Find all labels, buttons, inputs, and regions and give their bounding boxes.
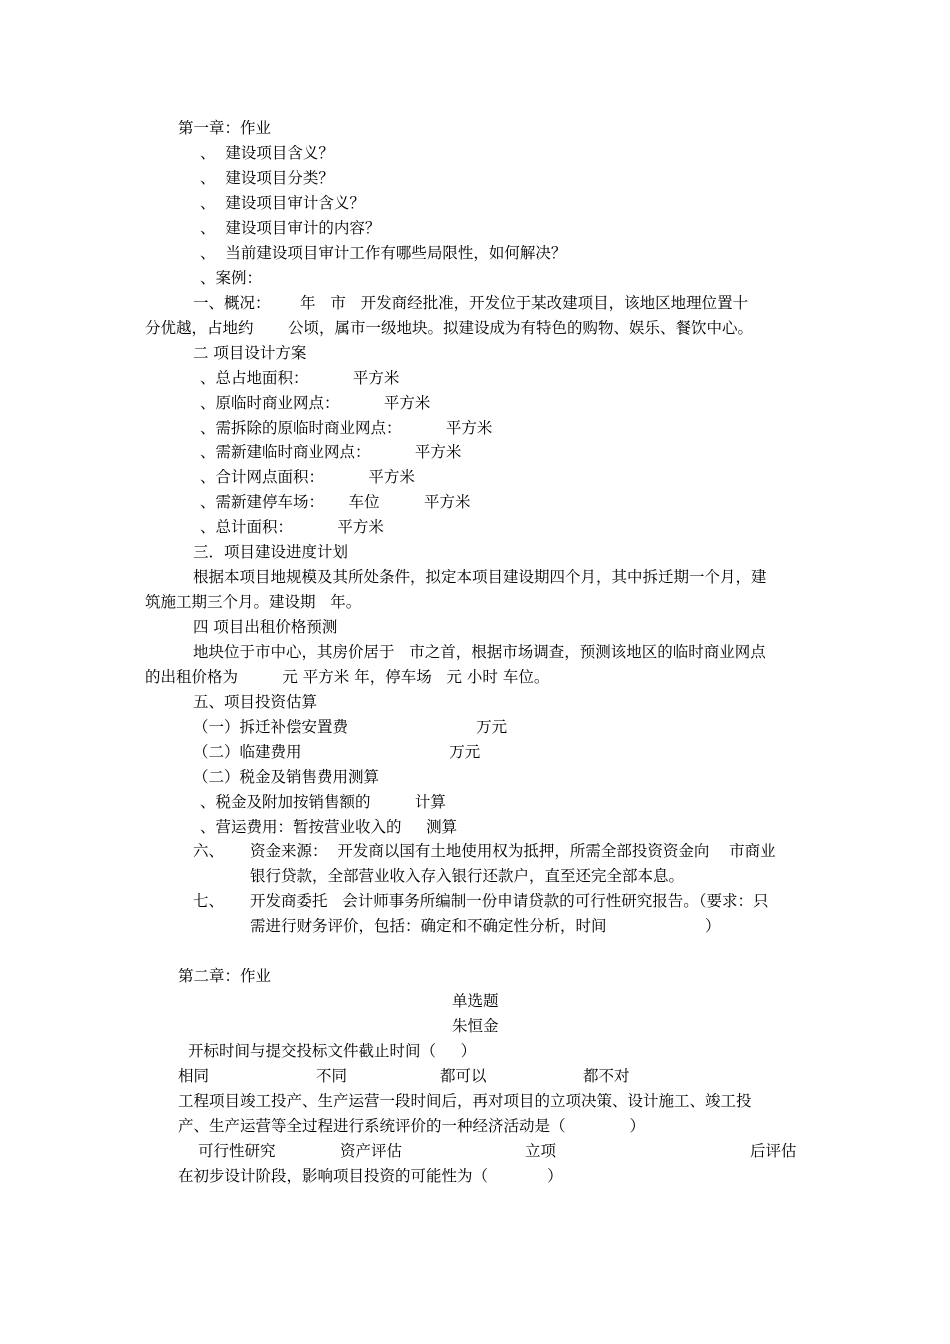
rent-line-1: 地块位于市中心，其房价居于 市之首，根据市场调查，预测该地区的临时商业网点	[193, 643, 766, 661]
estimate-item-2: （二）临建费用 万元	[193, 743, 481, 761]
mc-q2-option-b: 资产评估	[340, 1142, 403, 1160]
schedule-line-2: 筑施工期三个月。建设期 年。	[145, 593, 362, 611]
question-3: 、 建设项目审计含义？	[200, 194, 365, 212]
mc-q2-option-d: 后评估	[750, 1142, 797, 1160]
estimate-item-5: 、营运费用：暂按营业收入的 测算	[200, 818, 458, 836]
funding-line-2: 银行贷款，全部营业收入存入银行还款户，直至还完全部本息。	[250, 867, 685, 885]
report-line-2: 需进行财务评价，包括：确定和不确定性分析，时间 ）	[250, 917, 721, 935]
author-name: 朱恒金	[452, 1017, 499, 1035]
estimate-item-4: 、税金及附加按销售额的 计算	[200, 793, 446, 811]
question-2: 、 建设项目分类？	[200, 169, 334, 187]
estimate-item-3: （二）税金及销售费用测算	[193, 768, 380, 786]
design-item-3: 、需拆除的原临时商业网点： 平方米	[200, 419, 493, 437]
mc-q2-option-a: 可行性研究	[198, 1142, 276, 1160]
funding-line-1: 资金来源： 开发商以国有土地使用权为抵押，所需全部投资资金向 市商业	[250, 842, 776, 860]
design-item-6: 、需新建停车场： 车位 平方米	[200, 493, 471, 511]
section-2-heading: 二 项目设计方案	[193, 344, 307, 362]
report-line-1: 开发商委托 会计师事务所编制一份申请贷款的可行性研究报告。（要求：只	[250, 892, 769, 910]
mc-question-2-line-1: 工程项目竣工投产、生产运营一段时间后，再对项目的立项决策、设计施工、竣工投	[178, 1092, 752, 1110]
chapter-2-title: 第二章：作业	[178, 967, 272, 985]
schedule-line-1: 根据本项目地规模及其所处条件，拟定本项目建设期四个月，其中拆迁期一个月，建	[193, 568, 767, 586]
section-heading: 单选题	[452, 992, 499, 1010]
section-5-heading: 五、项目投资估算	[193, 693, 318, 711]
overview-line-2: 分优越，占地约 公顷，属市一级地块。拟建设成为有特色的购物、娱乐、餐饮中心。	[145, 319, 753, 337]
design-item-7: 、总计面积： 平方米	[200, 518, 384, 536]
mc-question-3: 在初步设计阶段，影响项目投资的可能性为（ ）	[178, 1167, 563, 1185]
mc-q1-option-b: 不同	[316, 1067, 348, 1085]
section-7-marker: 七、	[193, 892, 225, 910]
case-label: 、案例：	[200, 269, 263, 287]
mc-question-2-line-2: 产、生产运营等全过程进行系统评价的一种经济活动是（ ）	[178, 1117, 646, 1135]
chapter-1-title: 第一章：作业	[178, 119, 272, 137]
mc-q1-option-a: 相同	[178, 1067, 210, 1085]
mc-q2-option-c: 立项	[525, 1142, 557, 1160]
mc-question-1: 开标时间与提交投标文件截止时间（ ）	[188, 1042, 477, 1060]
design-item-2: 、原临时商业网点： 平方米	[200, 394, 431, 412]
mc-q1-option-c: 都可以	[440, 1067, 487, 1085]
question-5: 、 当前建设项目审计工作有哪些局限性，如何解决？	[200, 244, 567, 262]
section-3-heading: 三．项目建设进度计划	[193, 543, 349, 561]
rent-line-2: 的出租价格为 元 平方米 年，停车场 元 小时 车位。	[145, 668, 550, 686]
question-1: 、 建设项目含义？	[200, 144, 334, 162]
overview-line-1: 一、概况： 年 市 开发商经批准，开发位于某改建项目，该地区地理位置十	[193, 294, 749, 312]
section-6-marker: 六、	[193, 842, 225, 860]
design-item-1: 、总占地面积： 平方米	[200, 369, 400, 387]
mc-q1-option-d: 都不对	[583, 1067, 630, 1085]
estimate-item-1: （一）拆迁补偿安置费 万元	[193, 718, 508, 736]
design-item-5: 、合计网点面积： 平方米	[200, 468, 415, 486]
section-4-heading: 四 项目出租价格预测	[193, 618, 338, 636]
design-item-4: 、需新建临时商业网点： 平方米	[200, 443, 462, 461]
question-4: 、 建设项目审计的内容？	[200, 219, 381, 237]
